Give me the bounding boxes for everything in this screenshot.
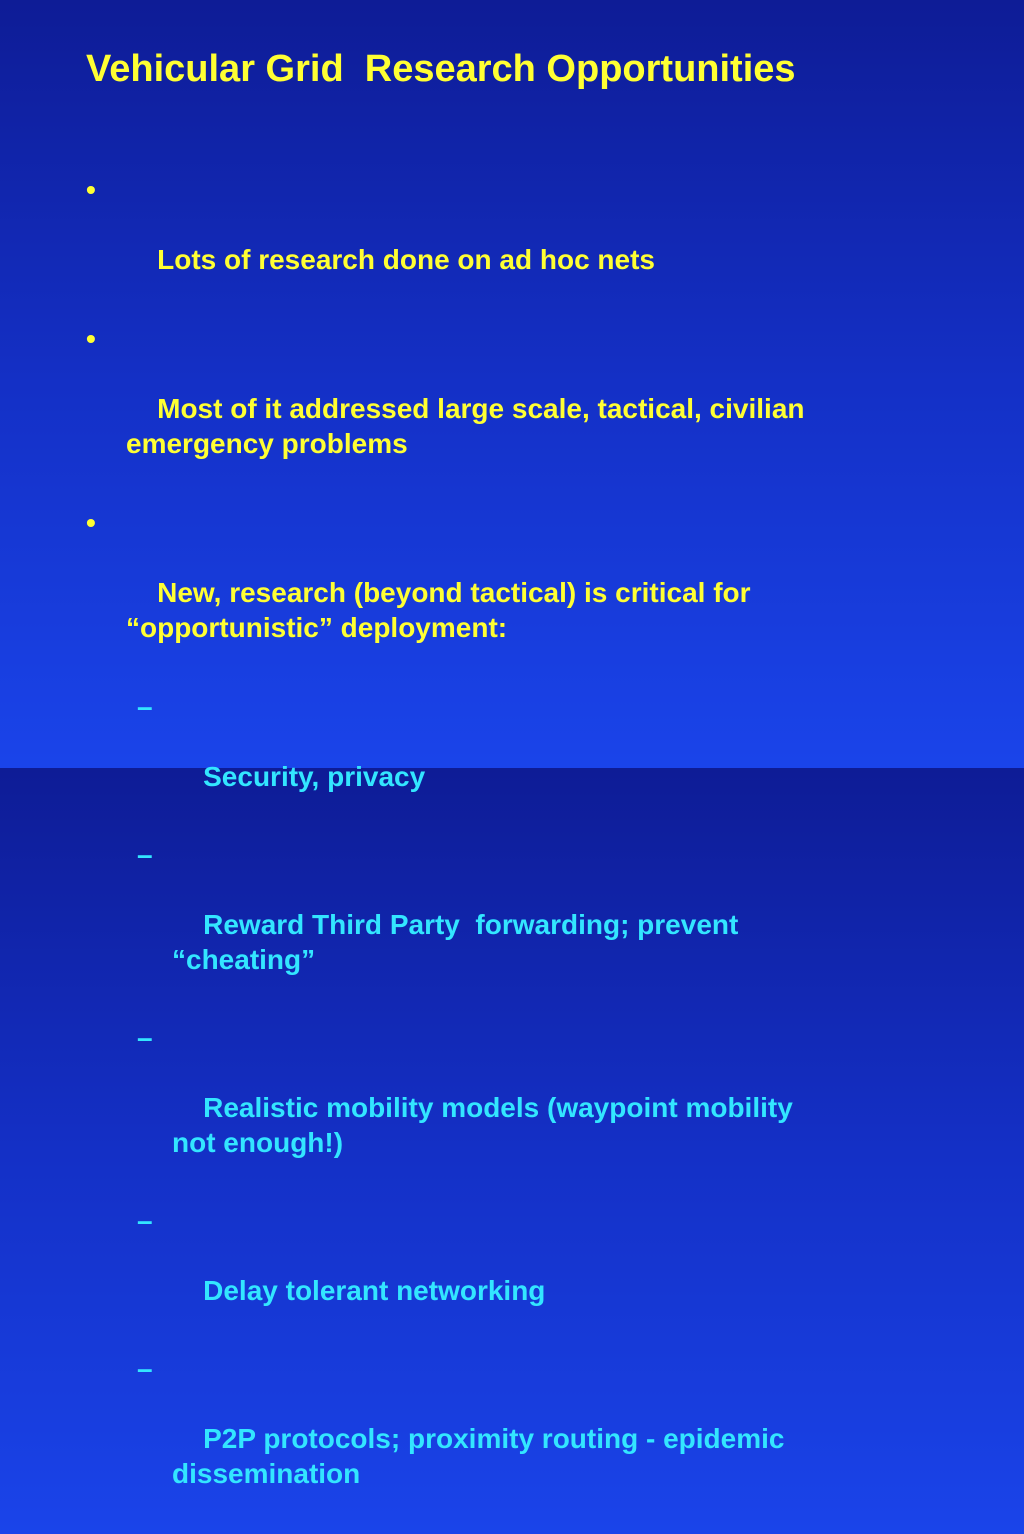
sub-bullet-marker: – (137, 839, 153, 870)
bullet-list (0, 172, 1024, 1534)
bullet-item (0, 172, 1024, 312)
sub-bullet-item (0, 1203, 1024, 1343)
sub-bullet-text: Security, privacy (203, 761, 426, 792)
sub-bullet-text: P2P protocols; proximity routing - epidemic dissemination (172, 1423, 785, 1489)
bullet-text: Most of it addressed large scale, tactical, civilian emergency problems (126, 393, 805, 459)
slide-title: Vehicular Grid Research Opportunities (86, 48, 796, 90)
sub-bullet-item (0, 1020, 1024, 1195)
sub-bullet-text: Realistic mobility models (waypoint mobility not enough!) (172, 1092, 793, 1158)
bullet-marker: • (86, 507, 96, 538)
bullet-text: New, research (beyond tactical) is critical for “opportunistic” deployment: (126, 577, 751, 643)
sub-bullet-marker: – (137, 1022, 153, 1053)
sub-bullet-item (0, 689, 1024, 829)
sub-bullet-item (0, 837, 1024, 1012)
bullet-item (0, 321, 1024, 496)
sub-bullet-marker: – (137, 691, 153, 722)
sub-bullet-marker: – (137, 1205, 153, 1236)
sub-bullet-item (0, 1351, 1024, 1526)
bullet-text: Lots of research done on ad hoc nets (157, 244, 655, 275)
bullet-item (0, 505, 1024, 680)
sub-bullet-text: Reward Third Party forwarding; prevent “cheating” (172, 909, 739, 975)
bullet-marker: • (86, 174, 96, 205)
sub-bullet-marker: – (137, 1353, 153, 1384)
bullet-marker: • (86, 323, 96, 354)
sub-bullet-text: Delay tolerant networking (203, 1275, 546, 1306)
